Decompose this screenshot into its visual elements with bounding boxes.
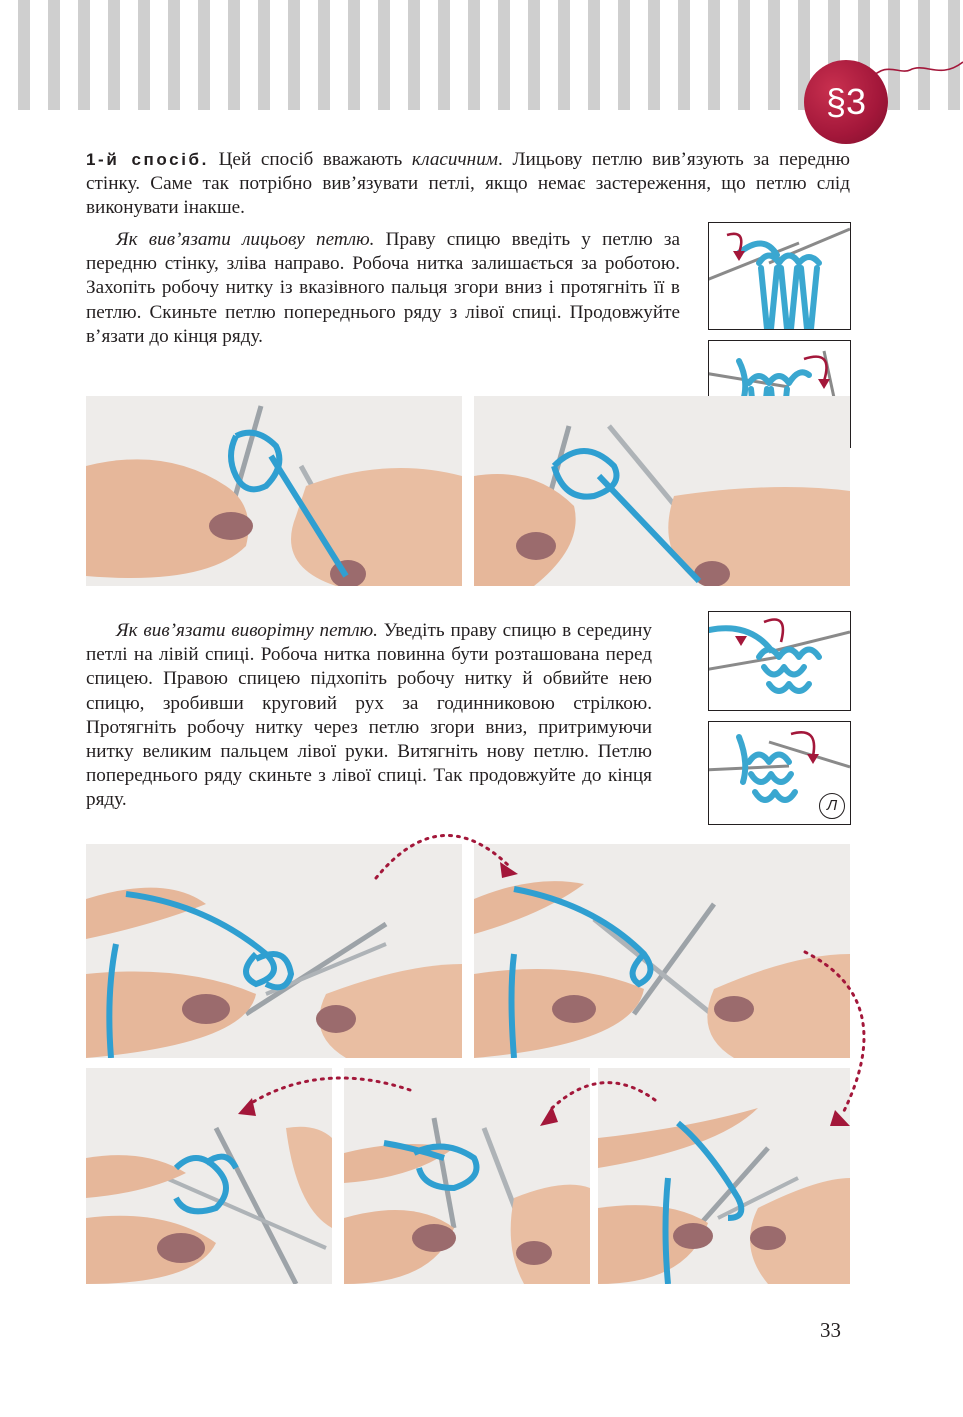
purl-photo-5	[598, 1068, 850, 1284]
knit-text: Праву спицю введіть у петлю за передню стінку, зліва направо. Робоча нитка залишається за роботою. Захопіть робочу нитку із вказівного пальця згори вниз і протягніть її в петлю. Скиньте петлю попереднього ряду з лівої спиці. Продовжуйте в’язати до кінця ряду.	[86, 229, 680, 347]
method-intro	[86, 148, 850, 221]
knit-diagram-1	[708, 222, 851, 330]
purl-diagram-2	[708, 721, 851, 825]
purl-photo-1	[86, 844, 462, 1058]
purl-title: Як вив’язати виворітну петлю.	[116, 620, 378, 641]
intro-text-2: . Лицьову петлю вив’язують за передню стінку. Саме так потрібно вив’язувати петлі, якщо немає застереження, що петлю слід виконувати інакше.	[86, 149, 851, 219]
purl-text: Уведіть праву спицю в середину петлі на лівій спиці. Робоча нитка повинна бути розташована перед спицею. Правою спицею підхопіть робочу нитку й обвийте нею спицю, зробивши круговий рух за годинниковою стрілкою. Протягніть робочу нитку через петлю згори вниз, притримуючи нитку великим пальцем лівої руки. Витягніть нову петлю. Петлю попереднього ряду скиньте з лівої спиці. Так продовжуйте до кінця ряду.	[86, 620, 653, 811]
purl-paragraph	[86, 619, 652, 813]
knit-paragraph	[86, 228, 680, 349]
purl-photo-2	[474, 844, 850, 1058]
purl-diagram-1	[708, 611, 851, 711]
knit-photo-1	[86, 396, 462, 586]
intro-text-1: Цей спосіб вважають	[208, 149, 412, 170]
purl-photo-3	[86, 1068, 332, 1284]
section-badge: §3	[804, 60, 888, 144]
method-heading: 1-й спосіб.	[86, 150, 209, 169]
section-badge-wrap	[790, 40, 963, 150]
knit-photo-2	[474, 396, 850, 586]
knit-title: Як вив’язати лицьову петлю.	[116, 229, 375, 250]
diagram-label: Л	[819, 793, 845, 819]
purl-photo-4	[344, 1068, 590, 1284]
intro-italic: класичним	[411, 149, 499, 170]
page-number: 33	[820, 1318, 841, 1342]
